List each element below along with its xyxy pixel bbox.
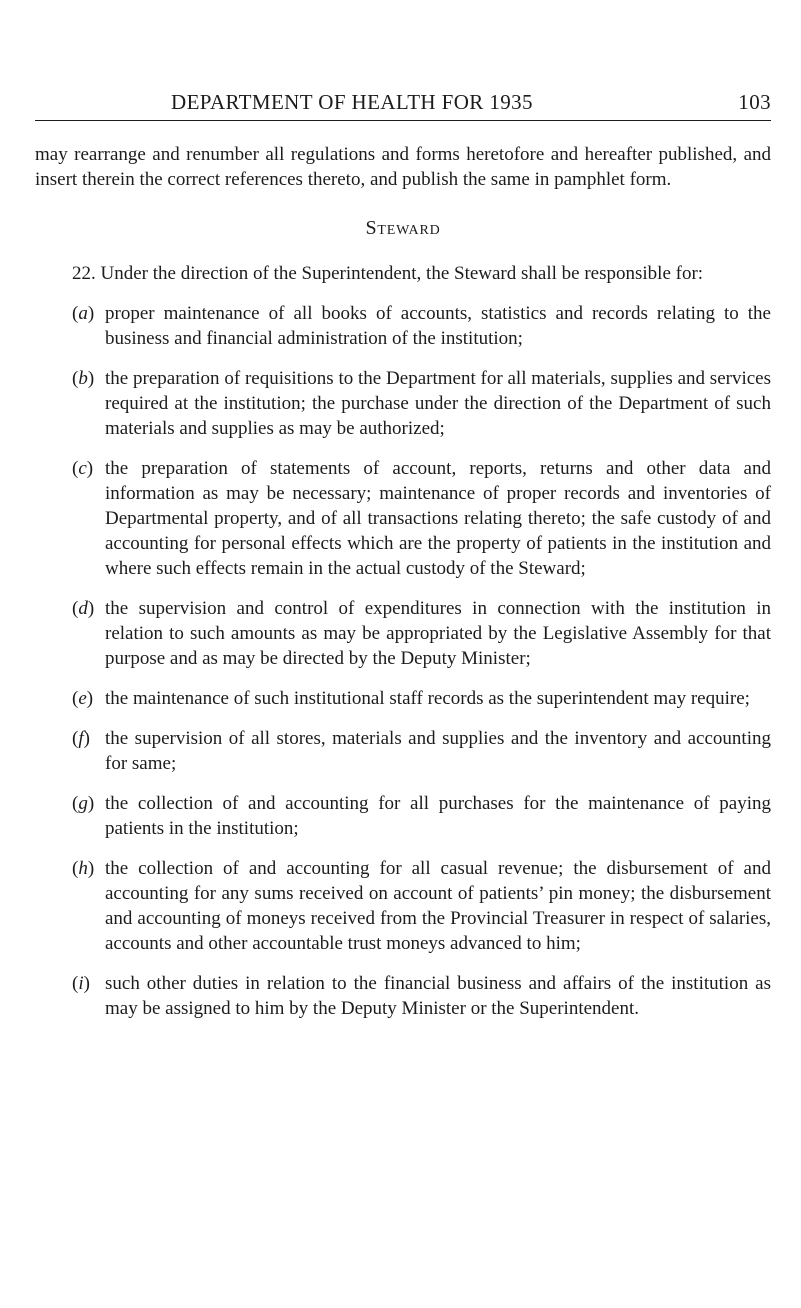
list-item-g (35, 791, 771, 841)
item-label: (c) (72, 458, 94, 479)
page-number: 103 (738, 90, 771, 114)
paragraph-22: 22. Under the direction of the Superintendent, the Steward shall be responsible for: (72, 263, 704, 284)
item-text: the supervision and control of expenditures in connection with the institution in relation to such amounts as may be appropriated by the Legislative Assembly for that purpose and as may be directed by the Deputy Minister; (105, 598, 771, 669)
header-title: DEPARTMENT OF HEALTH FOR 1935 (171, 90, 533, 114)
item-text: the collection of and accounting for all purchases for the maintenance of paying patients in the institution; (105, 793, 771, 839)
item-text: the maintenance of such institutional staff records as the superintendent may require; (105, 688, 750, 709)
list-item-c (35, 456, 771, 581)
list-item-b (35, 366, 771, 441)
item-text: the collection of and accounting for all casual revenue; the disbursement of and accounting for any sums received on account of patients’ pin money; the disbursement and accounting of moneys received from the Provincial Treasurer in respect of salaries, accounts and other accountable trust moneys advanced to him; (105, 858, 771, 954)
item-label: (f) (72, 728, 90, 749)
list-item-i (35, 971, 771, 1021)
item-text: the preparation of requisitions to the Department for all materials, supplies and services required at the institution; the purchase under the direction of the Department of such materials and supplies as may be authorized; (105, 368, 771, 439)
item-label: (d) (72, 598, 95, 619)
section-heading: Steward (365, 217, 441, 239)
running-header (35, 90, 771, 121)
item-text: proper maintenance of all books of accounts, statistics and records relating to the business and financial administration of the institution; (105, 303, 771, 349)
item-label: (i) (72, 973, 90, 994)
item-text: the supervision of all stores, materials and supplies and the inventory and accounting for same; (105, 728, 771, 774)
item-label: (a) (72, 303, 95, 324)
list-item-d (35, 596, 771, 671)
body-text (35, 142, 771, 1036)
item-text: the preparation of statements of account, reports, returns and other data and information as may be necessary; maintenance of proper records and inventories of Departmental property, and of all transactions relating thereto; the safe custody of and accounting for personal effects which are the property of patients in the institution and where such effects remain in the actual custody of the Steward; (105, 458, 771, 579)
list-item-a (35, 301, 771, 351)
item-label: (h) (72, 858, 95, 879)
item-label: (b) (72, 368, 95, 389)
list-item-h (35, 856, 771, 956)
item-list (35, 301, 771, 1021)
list-item-e (35, 686, 771, 711)
list-item-f (35, 726, 771, 776)
item-text: such other duties in relation to the financial business and affairs of the institution as may be assigned to him by the Deputy Minister or the Superintendent. (105, 973, 771, 1019)
intro-paragraph: may rearrange and renumber all regulations and forms heretofore and hereafter published, and insert therein the correct references thereto, and publish the same in pamphlet form. (35, 144, 771, 190)
item-label: (e) (72, 688, 94, 709)
item-label: (g) (72, 793, 95, 814)
